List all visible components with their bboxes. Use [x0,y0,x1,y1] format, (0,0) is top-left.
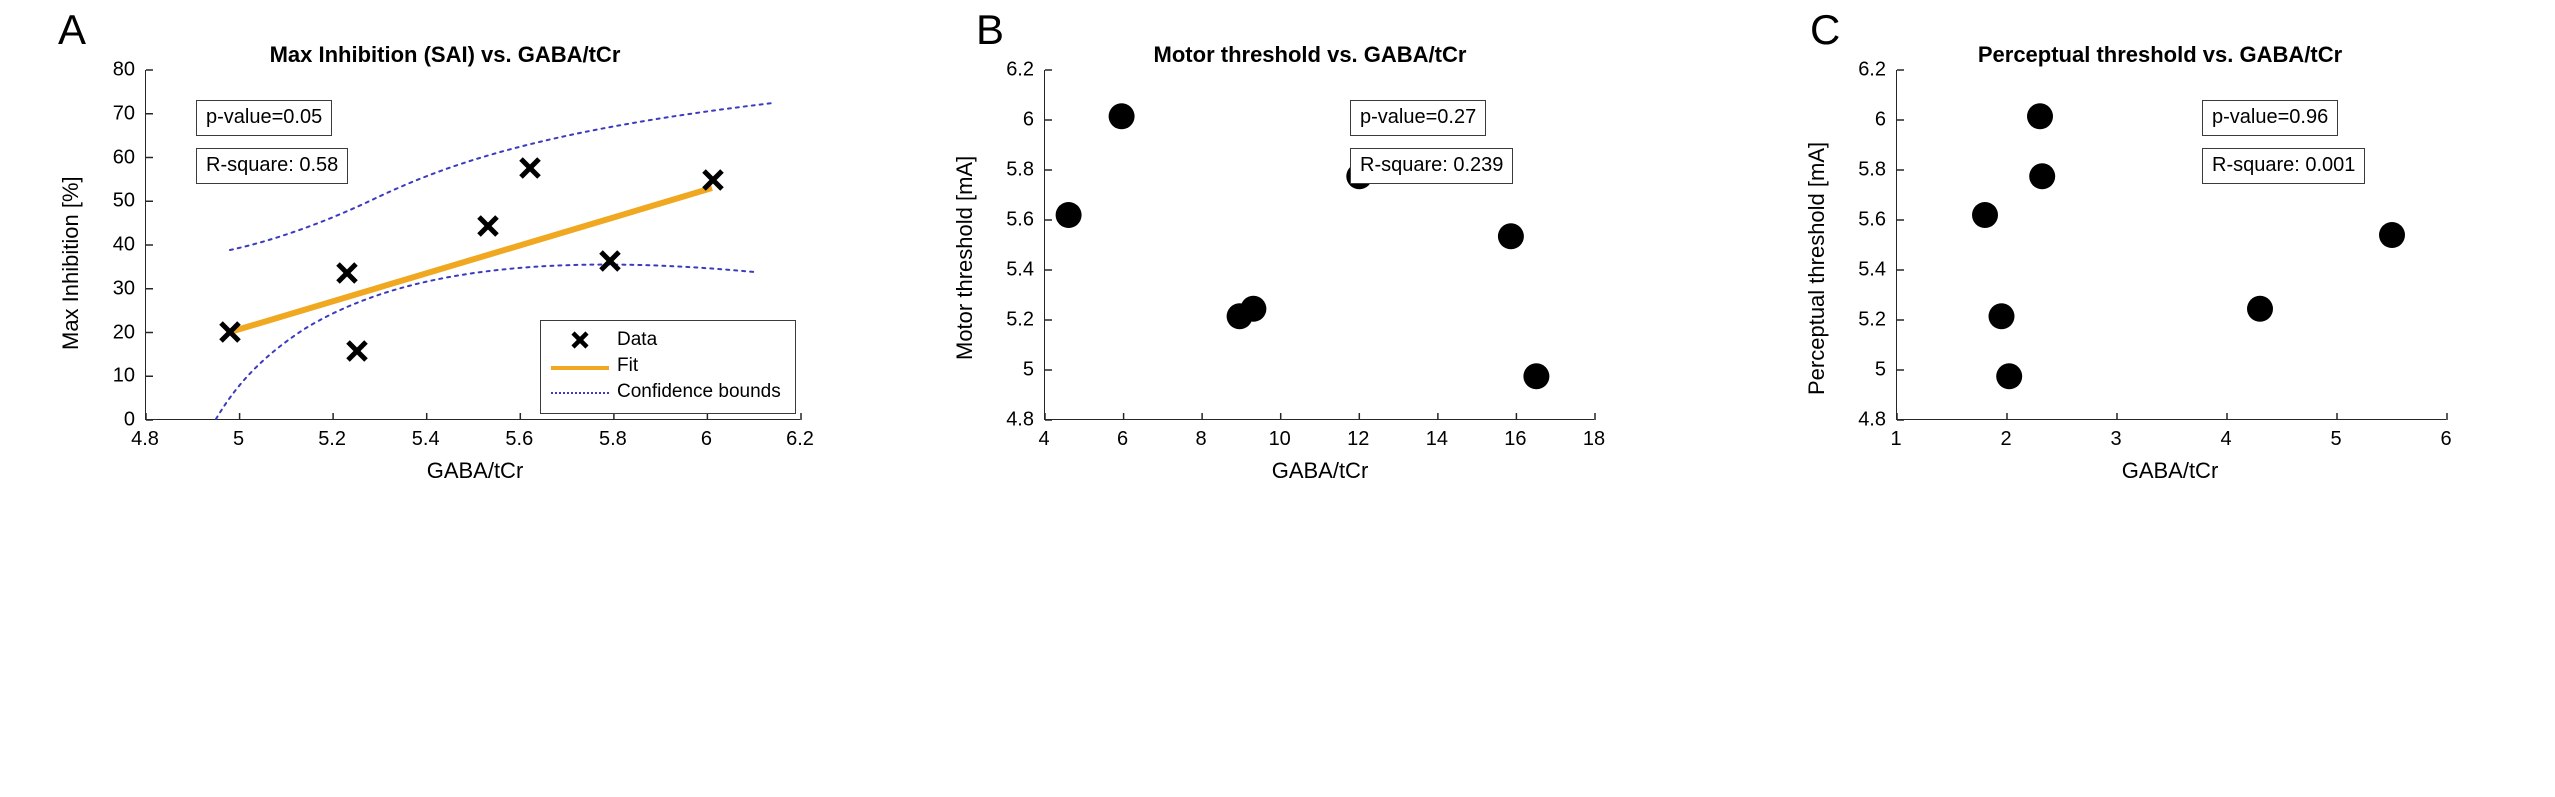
panel-a-xtick-1: 5 [233,428,245,450]
panel-b-xtick-5: 14 [1425,428,1449,450]
panel-c-xtick-1: 2 [2000,428,2012,450]
panel-a-xtick-6: 6 [700,428,712,450]
panel-a-x-ticks [146,413,801,420]
panel-c-xlabel: GABA/tCr [2121,458,2219,483]
panel-b-xtick-6: 16 [1504,428,1527,450]
panel-a-ytick-1: 10 [112,364,135,387]
panel-b-ytick-7: 6.2 [1006,58,1034,81]
panel-c-title: Perceptual threshold vs. GABA/tCr [1977,42,2343,67]
panel-a-ytick-0: 0 [123,408,135,431]
panel-c [1740,0,2555,797]
panel-b-xtick-0: 4 [1038,428,1050,450]
panel-c-y-ticks [1897,70,1904,420]
panel-a-ytick-6: 60 [112,146,135,168]
panel-b-ytick-1: 5 [1022,358,1034,381]
legend-sample-marker-x [551,329,609,351]
panel-a-y-ticks [146,70,153,420]
panel-c-xtick-2: 3 [2110,428,2122,450]
panel-b-axes [1044,70,1594,420]
panel-c-xtick-3: 4 [2220,428,2232,450]
panel-c-xtick-5: 6 [2440,428,2452,450]
panel-a-annotation-pvalue: p-value=0.05 [196,100,332,136]
panel-b-ytick-5: 5.8 [1006,158,1034,181]
panel-c-ytick-0: 4.8 [1858,408,1886,431]
legend-sample-fit-line [551,355,609,377]
panel-c-ytick-4: 5.6 [1858,208,1886,231]
panel-a-xtick-7: 6.2 [786,428,814,450]
panel-b-annotation-pvalue: p-value=0.27 [1350,100,1486,136]
panel-a-legend[interactable] [540,320,796,414]
panel-letter-b: B [976,6,1005,53]
panel-b-xtick-7: 18 [1582,428,1606,450]
panel-b-ytick-4: 5.6 [1006,208,1034,231]
panel-b-ytick-2: 5.2 [1006,308,1034,331]
panel-b-xtick-1: 6 [1117,428,1129,450]
panel-a-ytick-2: 20 [112,321,135,343]
legend-label-fit: Fit [617,355,639,376]
legend-entry-fit [551,353,785,379]
panel-a-ylabel: Max Inhibition [%] [58,176,83,350]
panel-c-ytick-5: 5.8 [1858,158,1886,181]
panel-a-xtick-3: 5.4 [411,428,440,450]
panel-c-ytick-3: 5.4 [1858,258,1886,281]
panel-a-xtick-2: 5.2 [318,428,346,450]
panel-b-data-markers [1056,103,1550,389]
panel-b-title: Motor threshold vs. GABA/tCr [1153,42,1467,67]
panel-c-ylabel: Perceptual threshold [mA] [1804,141,1829,395]
legend-label-confidence: Confidence bounds [617,381,781,402]
panel-b-xlabel: GABA/tCr [1271,458,1369,483]
legend-sample-confidence-line [551,381,609,403]
panel-a-ytick-4: 40 [112,233,135,256]
panel-a [0,0,900,797]
panel-c-data-markers [1972,103,2405,389]
legend-entry-data [551,327,785,353]
panel-a-ytick-8: 80 [112,58,135,81]
panel-b-ylabel: Motor threshold [mA] [952,155,977,360]
panel-c-x-ticks [1897,413,2447,420]
panel-a-fit-line [230,188,712,332]
panel-a-ytick-5: 50 [112,189,135,212]
panel-a-title: Max Inhibition (SAI) vs. GABA/tCr [269,42,621,67]
legend-label-data: Data [617,329,658,350]
panel-a-xtick-0: 4.8 [131,428,159,450]
panel-c-xtick-4: 5 [2330,428,2342,450]
panel-a-annotation-rsquare: R-square: 0.58 [196,148,348,184]
panel-b-xtick-4: 12 [1347,428,1370,450]
panel-b-y-ticks [1045,70,1052,420]
panel-b-xtick-3: 10 [1268,428,1291,450]
panel-b-ytick-0: 4.8 [1006,408,1034,431]
panel-c-ytick-1: 5 [1874,358,1886,381]
panel-b-plot-svg [1045,70,1595,420]
panel-c-annotation-pvalue: p-value=0.96 [2202,100,2338,136]
panel-b-x-ticks [1045,413,1595,420]
panel-letter-c: C [1810,6,1841,53]
panel-b-ytick-6: 6 [1022,108,1034,131]
panel-c-ytick-7: 6.2 [1858,58,1886,81]
panel-a-ytick-3: 30 [112,277,135,300]
panel-c-xtick-0: 1 [1890,428,1902,450]
panel-b [900,0,1740,797]
panel-c-axes [1896,70,2446,420]
panel-letter-a: A [58,6,87,53]
panel-a-xlabel: GABA/tCr [426,458,524,483]
panel-b-xtick-2: 8 [1195,428,1207,450]
panel-a-xtick-5: 5.8 [598,428,627,450]
panel-a-xtick-4: 5.6 [505,428,534,450]
panel-c-ytick-6: 6 [1874,108,1886,131]
panel-c-annotation-rsquare: R-square: 0.001 [2202,148,2365,184]
panel-c-ytick-2: 5.2 [1858,308,1886,331]
legend-entry-confidence [551,379,785,405]
panel-b-annotation-rsquare: R-square: 0.239 [1350,148,1513,184]
panel-b-ytick-3: 5.4 [1006,258,1034,281]
panel-a-ytick-7: 70 [112,102,135,125]
panel-c-plot-svg [1897,70,2447,420]
